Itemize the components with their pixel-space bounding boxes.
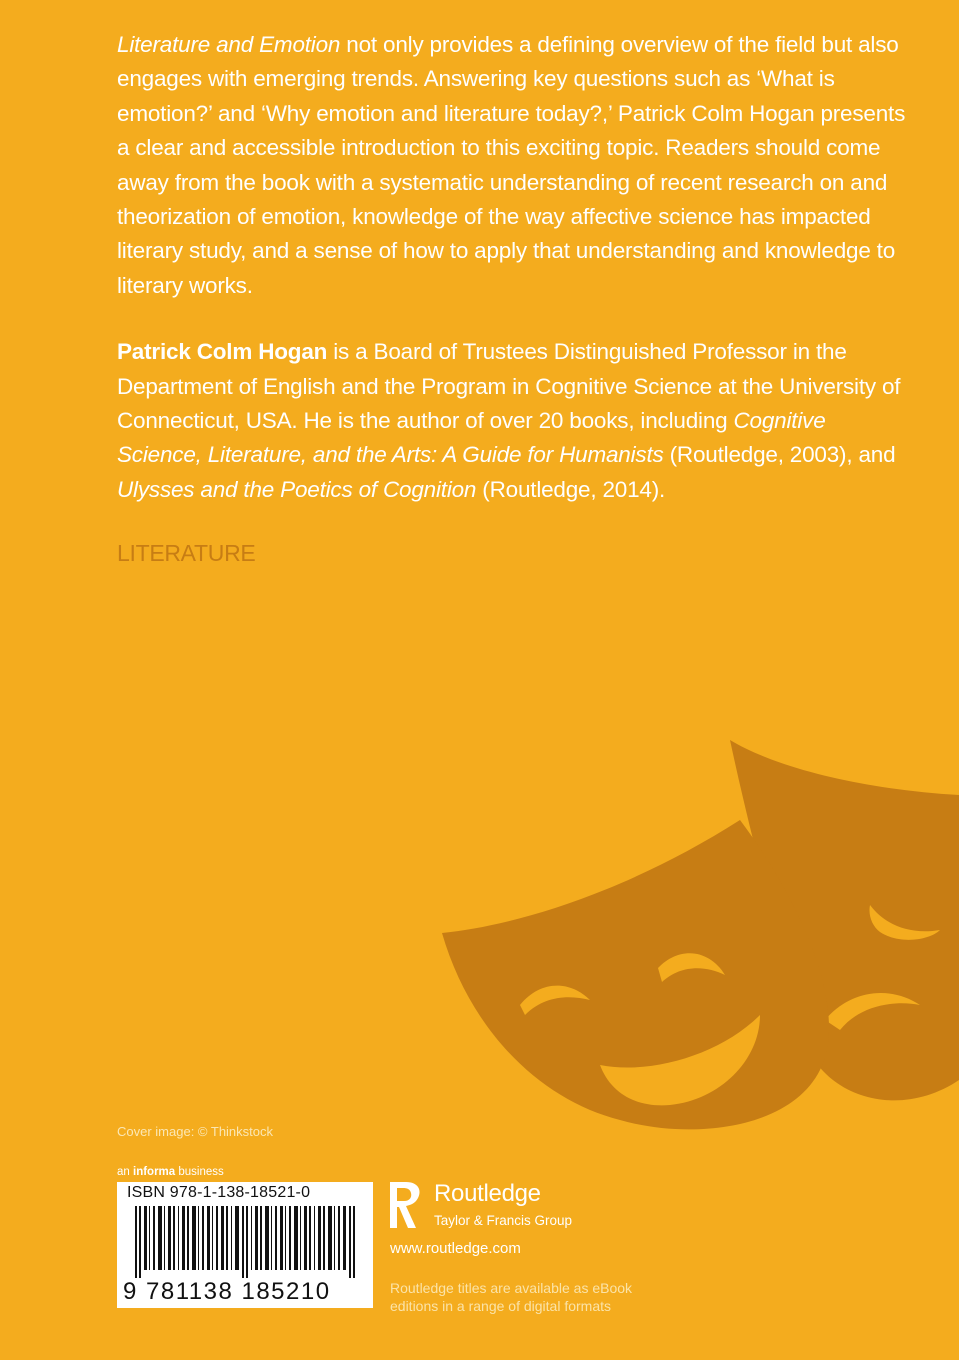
back-cover-blurb [117, 28, 907, 507]
publisher-name: Routledge [434, 1180, 541, 1207]
barcode [125, 1206, 365, 1278]
description-text: not only provides a defining overview of the field but also engages with emerging trends. Answering key questions such as ‘What is emotion?’ and ‘Why emotion and literature today?,’ Patrick Colm Hogan presents a clear and accessible introduction to this exciting topic. Readers should come away from the book with a systematic understanding of recent research on and theorization of emotion, knowledge of the way affective science has impacted literary study, and a sense of how to apply that understanding and knowledge to literary works. [117, 32, 906, 298]
subject-category: LITERATURE [117, 540, 256, 566]
description-paragraph [117, 28, 907, 303]
informa-business-line [117, 1166, 224, 1178]
ebook-availability-note: Routledge titles are available as eBook editions in a range of digital formats [390, 1280, 633, 1314]
informa-brand: informa [133, 1166, 176, 1178]
isbn-barcode-box [117, 1182, 373, 1308]
cover-image-credit: Cover image: © Thinkstock [117, 1124, 274, 1139]
theatre-masks-icon [430, 700, 959, 1140]
author-bio-text-1: is a Board of Trustees Distinguished Professor in the Department of English and the Program in Cognitive Science at the University of Connecticut, USA. He is the author of over 20 books, including [117, 339, 901, 434]
informa-prefix: an [117, 1166, 133, 1178]
author-bio-text-3: (Routledge, 2014). [476, 476, 666, 502]
author-name: Patrick Colm Hogan [117, 339, 328, 365]
book-title-1: Cognitive Science, Literature, and the Arts: A Guide for Humanists [117, 408, 826, 468]
author-bio-paragraph [117, 335, 907, 507]
book-title-2: Ulysses and the Poetics of Cognition [117, 476, 477, 502]
publisher-url[interactable]: www.routledge.com [390, 1240, 521, 1257]
publisher-group: Taylor & Francis Group [434, 1213, 573, 1228]
barcode-digits: 9 781138 185210 [123, 1278, 331, 1305]
book-title: Literature and Emotion [117, 32, 341, 57]
informa-suffix: business [175, 1166, 224, 1178]
author-bio-text-2: (Routledge, 2003), and [663, 442, 896, 468]
isbn-number: ISBN 978-1-138-18521-0 [127, 1184, 311, 1201]
routledge-logo-icon [388, 1180, 428, 1230]
